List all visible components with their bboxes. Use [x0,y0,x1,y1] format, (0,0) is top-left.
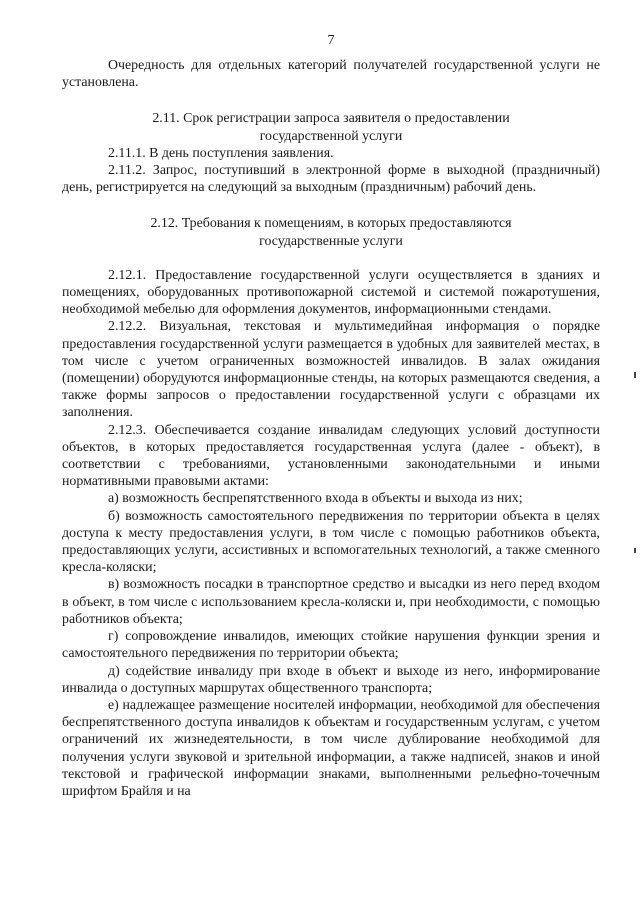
scan-edge-mark [634,372,636,378]
spacer [62,91,600,110]
list-item-e: е) надлежащее размещение носителей информации, необходимой для обеспечения беспрепятственного доступа инвалидов к объектам и государственным услугам, с учетом ограничений их жизнедеятельности, в том числе дублирование необходимой для получения услуги звуковой и зрительной информации, а также надписей, знаков и иной текстовой и графической информации знаками, выполненными рельефно-точечным шрифтом Брайля и на [62,697,600,799]
paragraph-2-11-1: 2.11.1. В день поступления заявления. [108,145,334,161]
section-heading-2-12-line2: государственные услуги [259,233,403,249]
list-item-v: в) возможность посадки в транспортное средство и высадки из него перед входом в объект, в том числе с использованием кресла-коляски и, при необходимости, с помощью работников объекта; [62,577,600,627]
section-heading-2-11-line2: государственной услуги [259,128,403,144]
paragraph-order: Очередность для отдельных категорий получателей государственной услуги не установлена. [62,58,600,91]
page-number: 7 [327,33,335,48]
list-item-g: г) сопровождение инвалидов, имеющих стойкие нарушения функции зрения и самостоятельного передвижения по территории объекта; [62,629,600,662]
paragraph-2-12-1: 2.12.1. Предоставление государственной услуги осуществляется в зданиях и помещениях, оборудованных противопожарной системой и системой пожаротушения, необходимой мебелью для оформления документов, информационными стендами. [62,267,600,318]
spacer [62,196,600,215]
paragraph-2-11-2: 2.11.2. Запрос, поступивший в электронной форме в выходной (праздничный) день, регистрируется на следующий за выходным (праздничным) рабочий день. [62,163,600,196]
paragraph-2-12-3: 2.12.3. Обеспечивается создание инвалидам следующих условий доступности объектов, в которых предоставляется государственная услуга (далее - объект), в соответствии с требованиями, установленными законодательными и иными нормативными правовыми актами: [62,422,600,490]
list-item-d: д) содействие инвалиду при входе в объект и выходе из него, информирование инвалида о доступных маршрутах общественного транспорта; [62,663,600,696]
scan-edge-mark [634,548,636,553]
list-item-a: а) возможность беспрепятственного входа в объекты и выхода из них; [108,491,523,507]
spacer [62,250,600,267]
paragraph-2-12-2: 2.12.2. Визуальная, текстовая и мультимедийная информация о порядке предоставления государственной услуги размещается в удобных для заявителей местах, в том числе с учетом ограниченных возможностей инвалидов. В залах ожидания (помещении) оборудуются информационные стенды, на которых размещаются сведения, а также формы запросов о предоставлении государственной услуги с образцами их заполнения. [62,319,600,421]
section-heading-2-11-line1: 2.11. Срок регистрации запроса заявителя о предоставлении [152,111,510,127]
list-item-b: б) возможность самостоятельного передвижения по территории объекта в целях доступа к месту предоставления услуги, в том числе с помощью работников объекта, предоставляющих услуги, ассистивных и вспомогательных технологий, а также сменного кресла-коляски; [62,508,600,576]
section-heading-2-12-line1: 2.12. Требования к помещениям, в которых предоставляются [150,216,512,232]
